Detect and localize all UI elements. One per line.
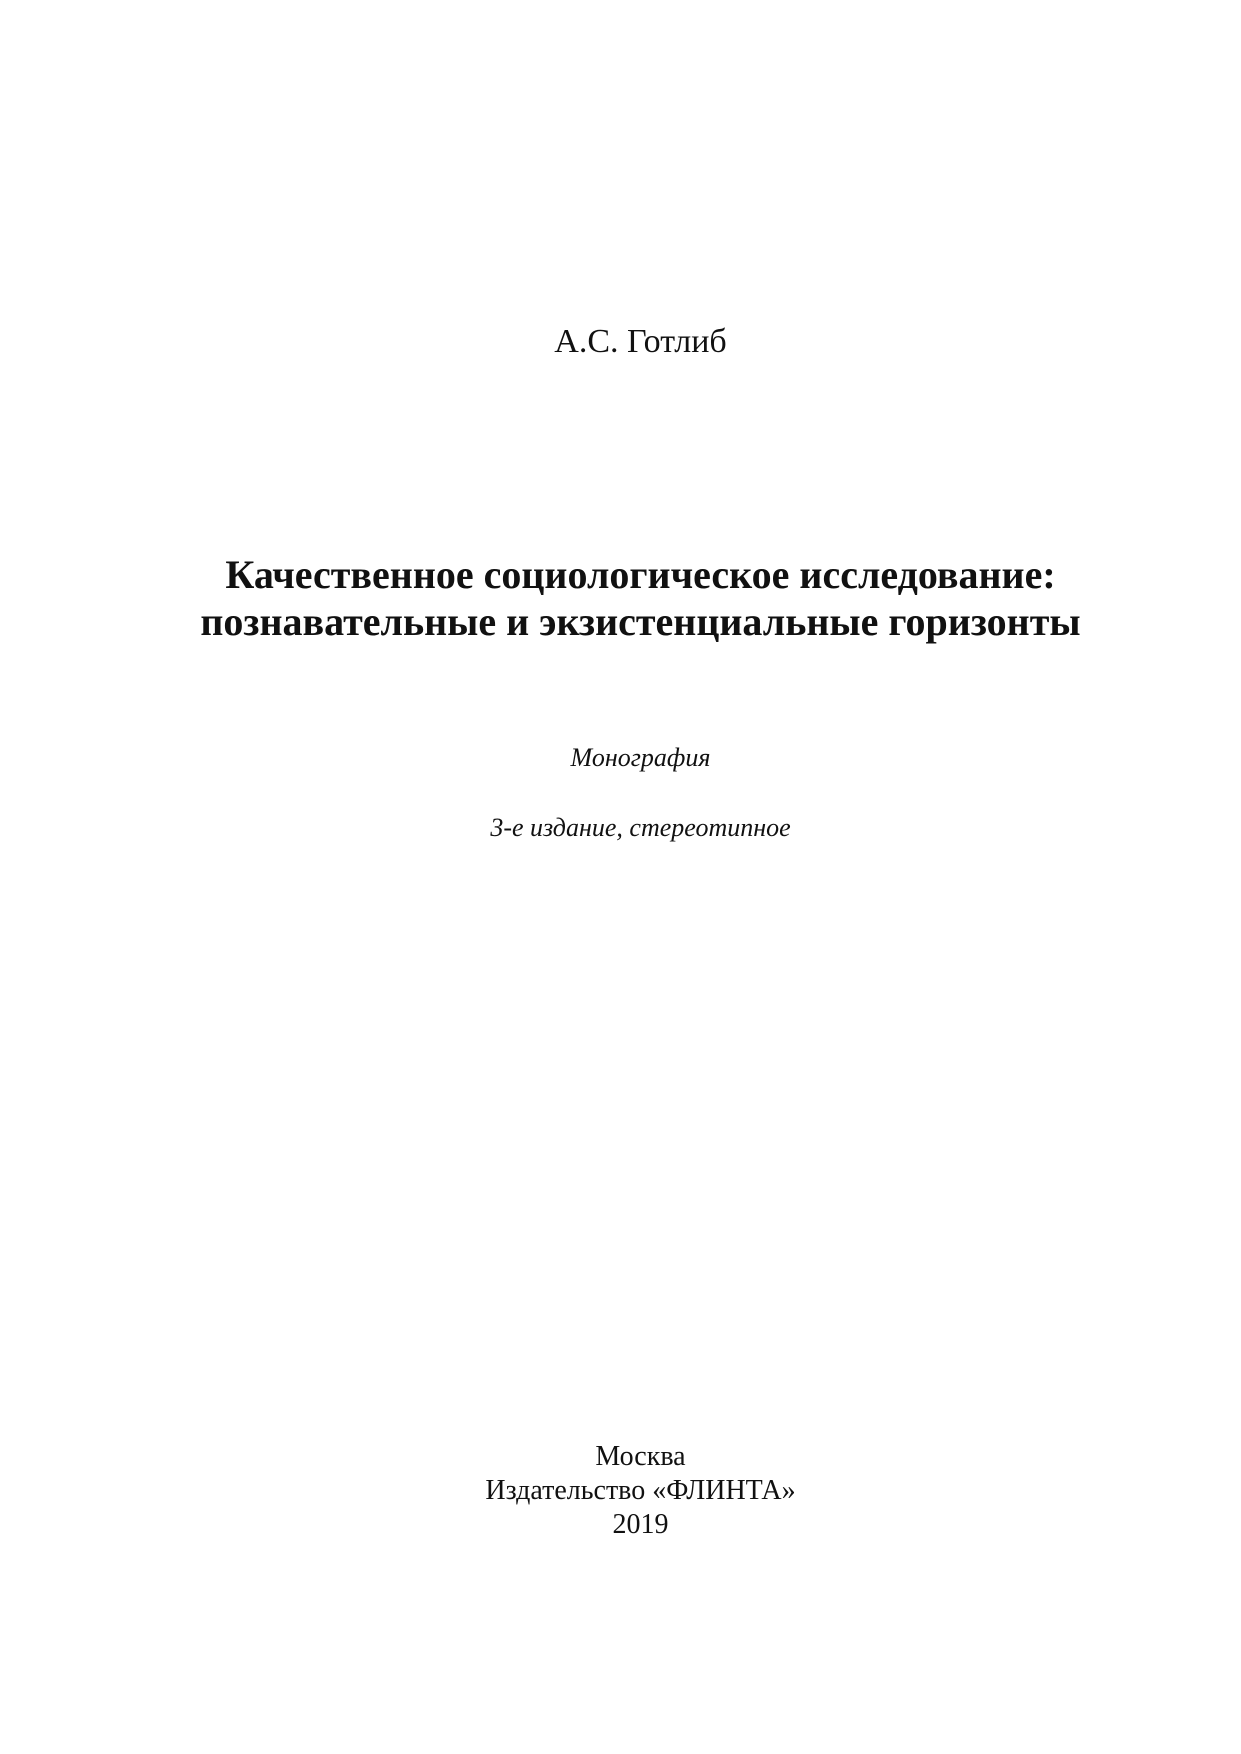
imprint-block bbox=[20, 1440, 1241, 1542]
edition-note: 3-е издание, стереотипное bbox=[490, 813, 791, 842]
imprint-year: 2019 bbox=[612, 1509, 669, 1540]
author-name: А.С. Готлиб bbox=[554, 323, 727, 360]
imprint-publisher: Издательство «ФЛИНТА» bbox=[485, 1475, 796, 1506]
book-title bbox=[20, 551, 1241, 645]
book-title-line-2: познавательные и экзистенциальные горизонты bbox=[200, 599, 1081, 644]
book-title-line-1: Качественное социологическое исследование: bbox=[225, 552, 1056, 597]
publication-genre: Монография bbox=[570, 743, 711, 772]
imprint-city: Москва bbox=[595, 1441, 686, 1472]
